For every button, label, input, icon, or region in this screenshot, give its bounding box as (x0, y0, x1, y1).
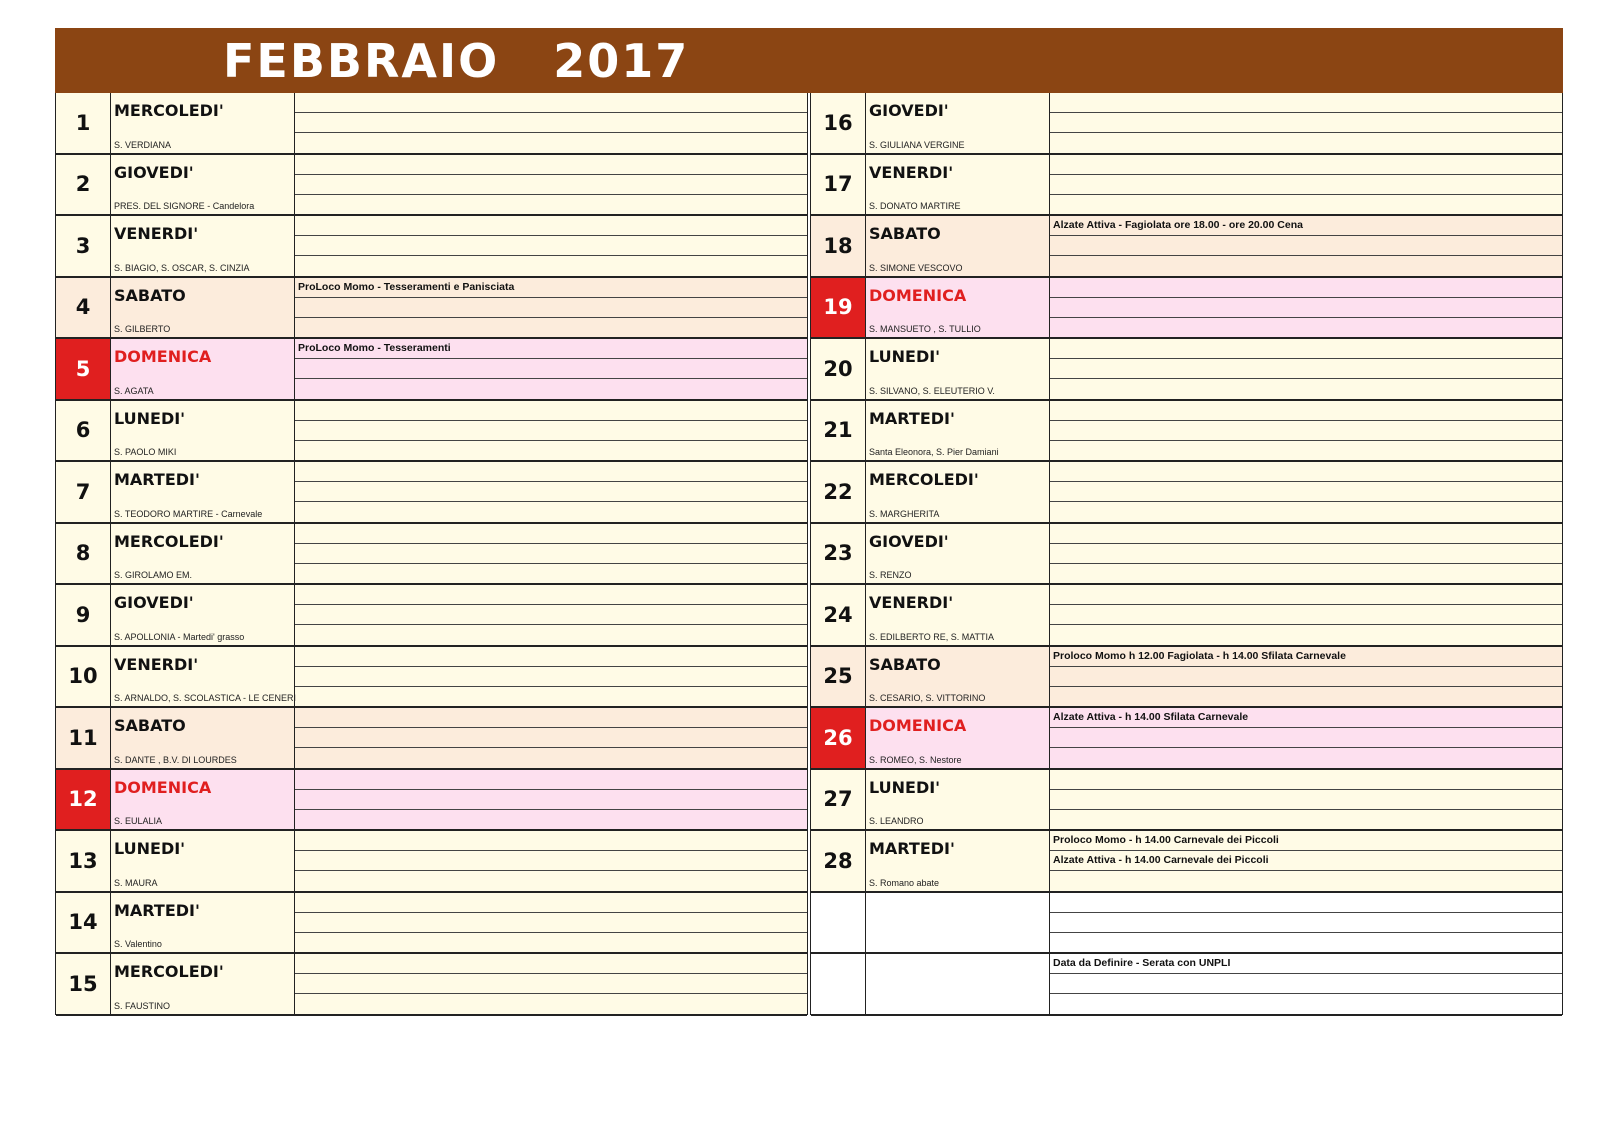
month-header (55, 28, 1563, 93)
weekday-label: DOMENICA (114, 347, 212, 366)
note-line[interactable] (1050, 605, 1562, 625)
calendar-column-right (810, 93, 1563, 1015)
note-line[interactable] (1050, 748, 1562, 767)
saint-label: S. PAOLO MIKI (114, 447, 177, 457)
day-row (56, 462, 807, 524)
day-row (811, 647, 1562, 709)
weekday-label: VENERDI' (869, 593, 954, 612)
day-number: 12 (56, 770, 111, 830)
saint-label: S. TEODORO MARTIRE - Carnevale (114, 508, 263, 519)
saint-label: S. GIULIANA VERGINE (869, 139, 965, 150)
saint-label: S. MARGHERITA (869, 508, 940, 519)
day-row (811, 93, 1562, 155)
day-row (811, 954, 1562, 1016)
day-number: 28 (811, 831, 866, 891)
saint-label: S. BIAGIO, S. OSCAR, S. CINZIA (114, 262, 250, 273)
notes-area (1050, 647, 1562, 707)
note-line[interactable] (295, 195, 807, 214)
weekday-label: MERCOLEDI' (114, 531, 224, 551)
day-row (811, 585, 1562, 647)
notes-area (1050, 585, 1562, 645)
weekday-label: VENERDI' (114, 654, 199, 674)
day-number: 25 (811, 647, 866, 707)
note-line[interactable] (295, 667, 807, 687)
notes-area (295, 216, 807, 276)
note-line[interactable] (295, 831, 807, 851)
notes-area (295, 585, 807, 645)
day-number: 6 (56, 401, 111, 461)
weekday-label: MERCOLEDI' (114, 101, 224, 120)
notes-area (1050, 462, 1562, 522)
note-line[interactable] (295, 379, 807, 398)
day-number: 17 (811, 155, 866, 215)
day-number: 24 (811, 585, 866, 645)
note-line[interactable] (1050, 379, 1562, 398)
note-line[interactable] (295, 421, 807, 441)
day-name-cell (111, 647, 295, 707)
day-name-cell (866, 339, 1050, 399)
day-row (56, 831, 807, 893)
note-line[interactable]: Alzate Attiva - Fagiolata ore 18.00 - ore 20.00 Cena (1050, 216, 1562, 236)
note-line[interactable] (295, 216, 807, 236)
note-line[interactable] (1050, 667, 1562, 687)
day-row (811, 770, 1562, 832)
note-line[interactable] (1050, 462, 1562, 482)
saint-label: S. CESARIO, S. VITTORINO (869, 693, 986, 703)
note-line[interactable]: Proloco Momo - h 14.00 Carnevale dei Piccoli (1050, 831, 1562, 851)
day-row (811, 831, 1562, 893)
note-line[interactable] (1050, 236, 1562, 256)
note-line[interactable] (295, 770, 807, 790)
day-row (811, 893, 1562, 955)
notes-area (295, 647, 807, 707)
note-line[interactable] (1050, 502, 1562, 521)
note-line[interactable] (1050, 133, 1562, 152)
day-number: 23 (811, 524, 866, 584)
note-line[interactable] (1050, 625, 1562, 644)
weekday-label: GIOVEDI' (114, 162, 194, 182)
notes-area (295, 339, 807, 399)
day-name-cell (111, 893, 295, 953)
weekday-label: VENERDI' (869, 162, 954, 182)
notes-area (1050, 401, 1562, 461)
notes-area (1050, 893, 1562, 953)
note-line[interactable] (295, 974, 807, 994)
day-number: 5 (56, 339, 111, 399)
notes-area (295, 462, 807, 522)
day-name-cell (866, 93, 1050, 153)
day-name-cell (866, 893, 1050, 953)
notes-area (1050, 708, 1562, 768)
note-line[interactable] (1050, 524, 1562, 544)
notes-area (295, 278, 807, 338)
note-line[interactable] (295, 954, 807, 974)
calendar-column-left (55, 93, 808, 1015)
note-line[interactable] (295, 441, 807, 460)
notes-area (1050, 954, 1562, 1014)
note-line[interactable] (295, 625, 807, 644)
note-line[interactable] (295, 155, 807, 175)
day-row (56, 585, 807, 647)
day-name-cell (111, 954, 295, 1014)
weekday-label: VENERDI' (114, 224, 199, 243)
notes-area (295, 524, 807, 584)
day-number: 27 (811, 770, 866, 830)
day-name-cell (111, 708, 295, 768)
note-line[interactable] (1050, 913, 1562, 933)
weekday-label: LUNEDI' (114, 839, 186, 858)
day-name-cell (866, 401, 1050, 461)
note-line[interactable] (1050, 256, 1562, 275)
note-line[interactable]: Data da Definire - Serata con UNPLI (1050, 954, 1562, 974)
notes-area (1050, 216, 1562, 276)
notes-area (295, 893, 807, 953)
weekday-label: MARTEDI' (869, 408, 955, 428)
weekday-label: LUNEDI' (114, 408, 186, 428)
note-line[interactable] (1050, 810, 1562, 829)
day-row (811, 708, 1562, 770)
day-name-cell (866, 155, 1050, 215)
day-name-cell (866, 647, 1050, 707)
notes-area (295, 708, 807, 768)
note-line[interactable] (295, 93, 807, 113)
note-line[interactable] (1050, 339, 1562, 359)
note-line[interactable] (1050, 871, 1562, 890)
day-row (811, 216, 1562, 278)
note-line[interactable] (295, 318, 807, 337)
note-line[interactable] (1050, 155, 1562, 175)
note-line[interactable]: ProLoco Momo - Tesseramenti (295, 339, 807, 359)
day-number: 19 (811, 278, 866, 338)
weekday-label: MARTEDI' (114, 900, 200, 920)
weekday-label: MARTEDI' (114, 470, 200, 489)
day-row (56, 708, 807, 770)
weekday-label: DOMENICA (869, 716, 967, 735)
note-line[interactable] (295, 256, 807, 275)
notes-area (295, 155, 807, 215)
saint-label: S. ROMEO, S. Nestore (869, 754, 962, 765)
day-number: 18 (811, 216, 866, 276)
day-name-cell (111, 401, 295, 461)
note-line[interactable] (295, 871, 807, 890)
note-line[interactable] (1050, 482, 1562, 502)
saint-label: PRES. DEL SIGNORE - Candelora (114, 201, 255, 211)
notes-area (295, 401, 807, 461)
note-line[interactable] (1050, 421, 1562, 441)
saint-label: S. DANTE , B.V. DI LOURDES (114, 754, 237, 765)
note-line[interactable] (1050, 195, 1562, 214)
note-line[interactable] (295, 647, 807, 667)
note-line[interactable] (295, 605, 807, 625)
note-line[interactable] (295, 113, 807, 133)
weekday-label: MERCOLEDI' (869, 470, 979, 489)
note-line[interactable] (1050, 544, 1562, 564)
day-row (56, 216, 807, 278)
day-number: 8 (56, 524, 111, 584)
day-number: 11 (56, 708, 111, 768)
note-line[interactable] (1050, 790, 1562, 810)
note-line[interactable] (295, 544, 807, 564)
note-line[interactable] (295, 933, 807, 952)
saint-label: S. GILBERTO (114, 324, 171, 334)
note-line[interactable] (1050, 770, 1562, 790)
note-line[interactable] (295, 687, 807, 706)
month-title: FEBBRAIO 2017 (223, 34, 690, 88)
day-number: 15 (56, 954, 111, 1014)
day-number: 9 (56, 585, 111, 645)
saint-label: S. EDILBERTO RE, S. MATTIA (869, 631, 995, 642)
weekday-label: GIOVEDI' (114, 593, 194, 612)
day-row (811, 524, 1562, 586)
notes-area (1050, 831, 1562, 891)
day-name-cell (866, 462, 1050, 522)
day-number: 22 (811, 462, 866, 522)
day-number: 3 (56, 216, 111, 276)
note-line[interactable] (1050, 687, 1562, 706)
day-name-cell (111, 831, 295, 891)
note-line[interactable] (295, 236, 807, 256)
note-line[interactable] (295, 502, 807, 521)
note-line[interactable] (295, 708, 807, 728)
day-name-cell (111, 278, 295, 338)
note-line[interactable] (1050, 974, 1562, 994)
day-number: 4 (56, 278, 111, 338)
note-line[interactable] (295, 728, 807, 748)
day-number: 21 (811, 401, 866, 461)
saint-label: Santa Eleonora, S. Pier Damiani (869, 447, 999, 457)
day-row (811, 462, 1562, 524)
day-name-cell (866, 954, 1050, 1014)
day-name-cell (111, 770, 295, 830)
note-line[interactable] (1050, 113, 1562, 133)
note-line[interactable] (295, 585, 807, 605)
note-line[interactable] (295, 482, 807, 502)
note-line[interactable] (1050, 401, 1562, 421)
day-number: 13 (56, 831, 111, 891)
notes-area (1050, 524, 1562, 584)
note-line[interactable] (295, 790, 807, 810)
notes-area (1050, 93, 1562, 153)
day-row (811, 339, 1562, 401)
note-line[interactable] (1050, 441, 1562, 460)
weekday-label: GIOVEDI' (869, 531, 949, 551)
saint-label: S. EULALIA (114, 816, 163, 826)
note-line[interactable] (1050, 933, 1562, 952)
saint-label: S. MAURA (114, 877, 158, 888)
day-name-cell (111, 462, 295, 522)
weekday-label: MARTEDI' (869, 839, 955, 858)
weekday-label: MERCOLEDI' (114, 962, 224, 981)
day-name-cell (111, 524, 295, 584)
day-number (811, 893, 866, 953)
day-name-cell (866, 708, 1050, 768)
day-number (811, 954, 866, 1014)
note-line[interactable] (295, 462, 807, 482)
day-number: 20 (811, 339, 866, 399)
weekday-label: GIOVEDI' (869, 101, 949, 120)
note-line[interactable]: Alzate Attiva - h 14.00 Sfilata Carnevale (1050, 708, 1562, 728)
day-row (56, 647, 807, 709)
note-line[interactable] (1050, 175, 1562, 195)
weekday-label: LUNEDI' (869, 777, 941, 797)
note-line[interactable] (295, 851, 807, 871)
day-name-cell (111, 155, 295, 215)
day-number: 7 (56, 462, 111, 522)
saint-label: S. RENZO (869, 570, 912, 580)
day-row (56, 93, 807, 155)
note-line[interactable] (295, 359, 807, 379)
note-line[interactable] (295, 133, 807, 152)
notes-area (295, 831, 807, 891)
day-row (811, 401, 1562, 463)
note-line[interactable] (1050, 278, 1562, 298)
day-name-cell (866, 831, 1050, 891)
saint-label: S. AGATA (114, 385, 154, 396)
day-name-cell (111, 93, 295, 153)
saint-label: S. Valentino (114, 939, 162, 949)
day-number: 10 (56, 647, 111, 707)
note-line[interactable] (295, 401, 807, 421)
day-number: 2 (56, 155, 111, 215)
day-row (56, 278, 807, 340)
day-row (56, 954, 807, 1016)
note-line[interactable] (295, 564, 807, 583)
saint-label: S. DONATO MARTIRE (869, 201, 961, 211)
weekday-label: SABATO (869, 654, 941, 674)
day-name-cell (111, 585, 295, 645)
saint-label: S. ARNALDO, S. SCOLASTICA - LE CENERI (114, 693, 297, 703)
note-line[interactable] (295, 748, 807, 767)
day-row (56, 893, 807, 955)
day-name-cell (866, 585, 1050, 645)
saint-label: S. LEANDRO (869, 816, 924, 826)
day-name-cell (866, 278, 1050, 338)
day-number: 14 (56, 893, 111, 953)
saint-label: S. SIMONE VESCOVO (869, 262, 963, 273)
note-line[interactable] (295, 810, 807, 829)
note-line[interactable] (1050, 893, 1562, 913)
day-number: 1 (56, 93, 111, 153)
saint-label: S. MANSUETO , S. TULLIO (869, 324, 981, 334)
saint-label: S. SILVANO, S. ELEUTERIO V. (869, 385, 995, 396)
day-row (56, 155, 807, 217)
notes-area (295, 93, 807, 153)
notes-area (1050, 339, 1562, 399)
note-line[interactable] (295, 994, 807, 1013)
day-row (56, 339, 807, 401)
day-number: 26 (811, 708, 866, 768)
saint-label: S. Romano abate (869, 877, 940, 888)
note-line[interactable] (295, 175, 807, 195)
note-line[interactable] (1050, 564, 1562, 583)
note-line[interactable] (1050, 298, 1562, 318)
note-line[interactable] (295, 913, 807, 933)
weekday-label: SABATO (869, 224, 941, 243)
day-name-cell (111, 216, 295, 276)
saint-label: S. VERDIANA (114, 139, 172, 150)
note-line[interactable] (1050, 994, 1562, 1013)
notes-area (1050, 770, 1562, 830)
weekday-label: SABATO (114, 716, 186, 735)
day-name-cell (866, 216, 1050, 276)
day-row (811, 278, 1562, 340)
day-name-cell (866, 524, 1050, 584)
weekday-label: DOMENICA (869, 285, 967, 305)
saint-label: S. FAUSTINO (114, 1000, 171, 1011)
notes-area (1050, 278, 1562, 338)
note-line[interactable]: Proloco Momo h 12.00 Fagiolata - h 14.00 Sfilata Carnevale (1050, 647, 1562, 667)
day-row (56, 524, 807, 586)
note-line[interactable] (1050, 318, 1562, 337)
note-line[interactable] (295, 524, 807, 544)
note-line[interactable]: ProLoco Momo - Tesseramenti e Panisciata (295, 278, 807, 298)
notes-area (1050, 155, 1562, 215)
saint-label: S. GIROLAMO EM. (114, 570, 193, 580)
day-row (811, 155, 1562, 217)
weekday-label: DOMENICA (114, 777, 212, 797)
day-row (56, 770, 807, 832)
day-number: 16 (811, 93, 866, 153)
day-name-cell (111, 339, 295, 399)
day-name-cell (866, 770, 1050, 830)
notes-area (295, 954, 807, 1014)
note-line[interactable] (1050, 585, 1562, 605)
day-row (56, 401, 807, 463)
note-line[interactable]: Alzate Attiva - h 14.00 Carnevale dei Piccoli (1050, 851, 1562, 871)
note-line[interactable] (295, 298, 807, 318)
note-line[interactable] (1050, 359, 1562, 379)
notes-area (295, 770, 807, 830)
note-line[interactable] (295, 893, 807, 913)
note-line[interactable] (1050, 728, 1562, 748)
note-line[interactable] (1050, 93, 1562, 113)
saint-label: S. APOLLONIA - Martedi' grasso (114, 631, 245, 642)
weekday-label: LUNEDI' (869, 347, 941, 366)
weekday-label: SABATO (114, 285, 186, 305)
